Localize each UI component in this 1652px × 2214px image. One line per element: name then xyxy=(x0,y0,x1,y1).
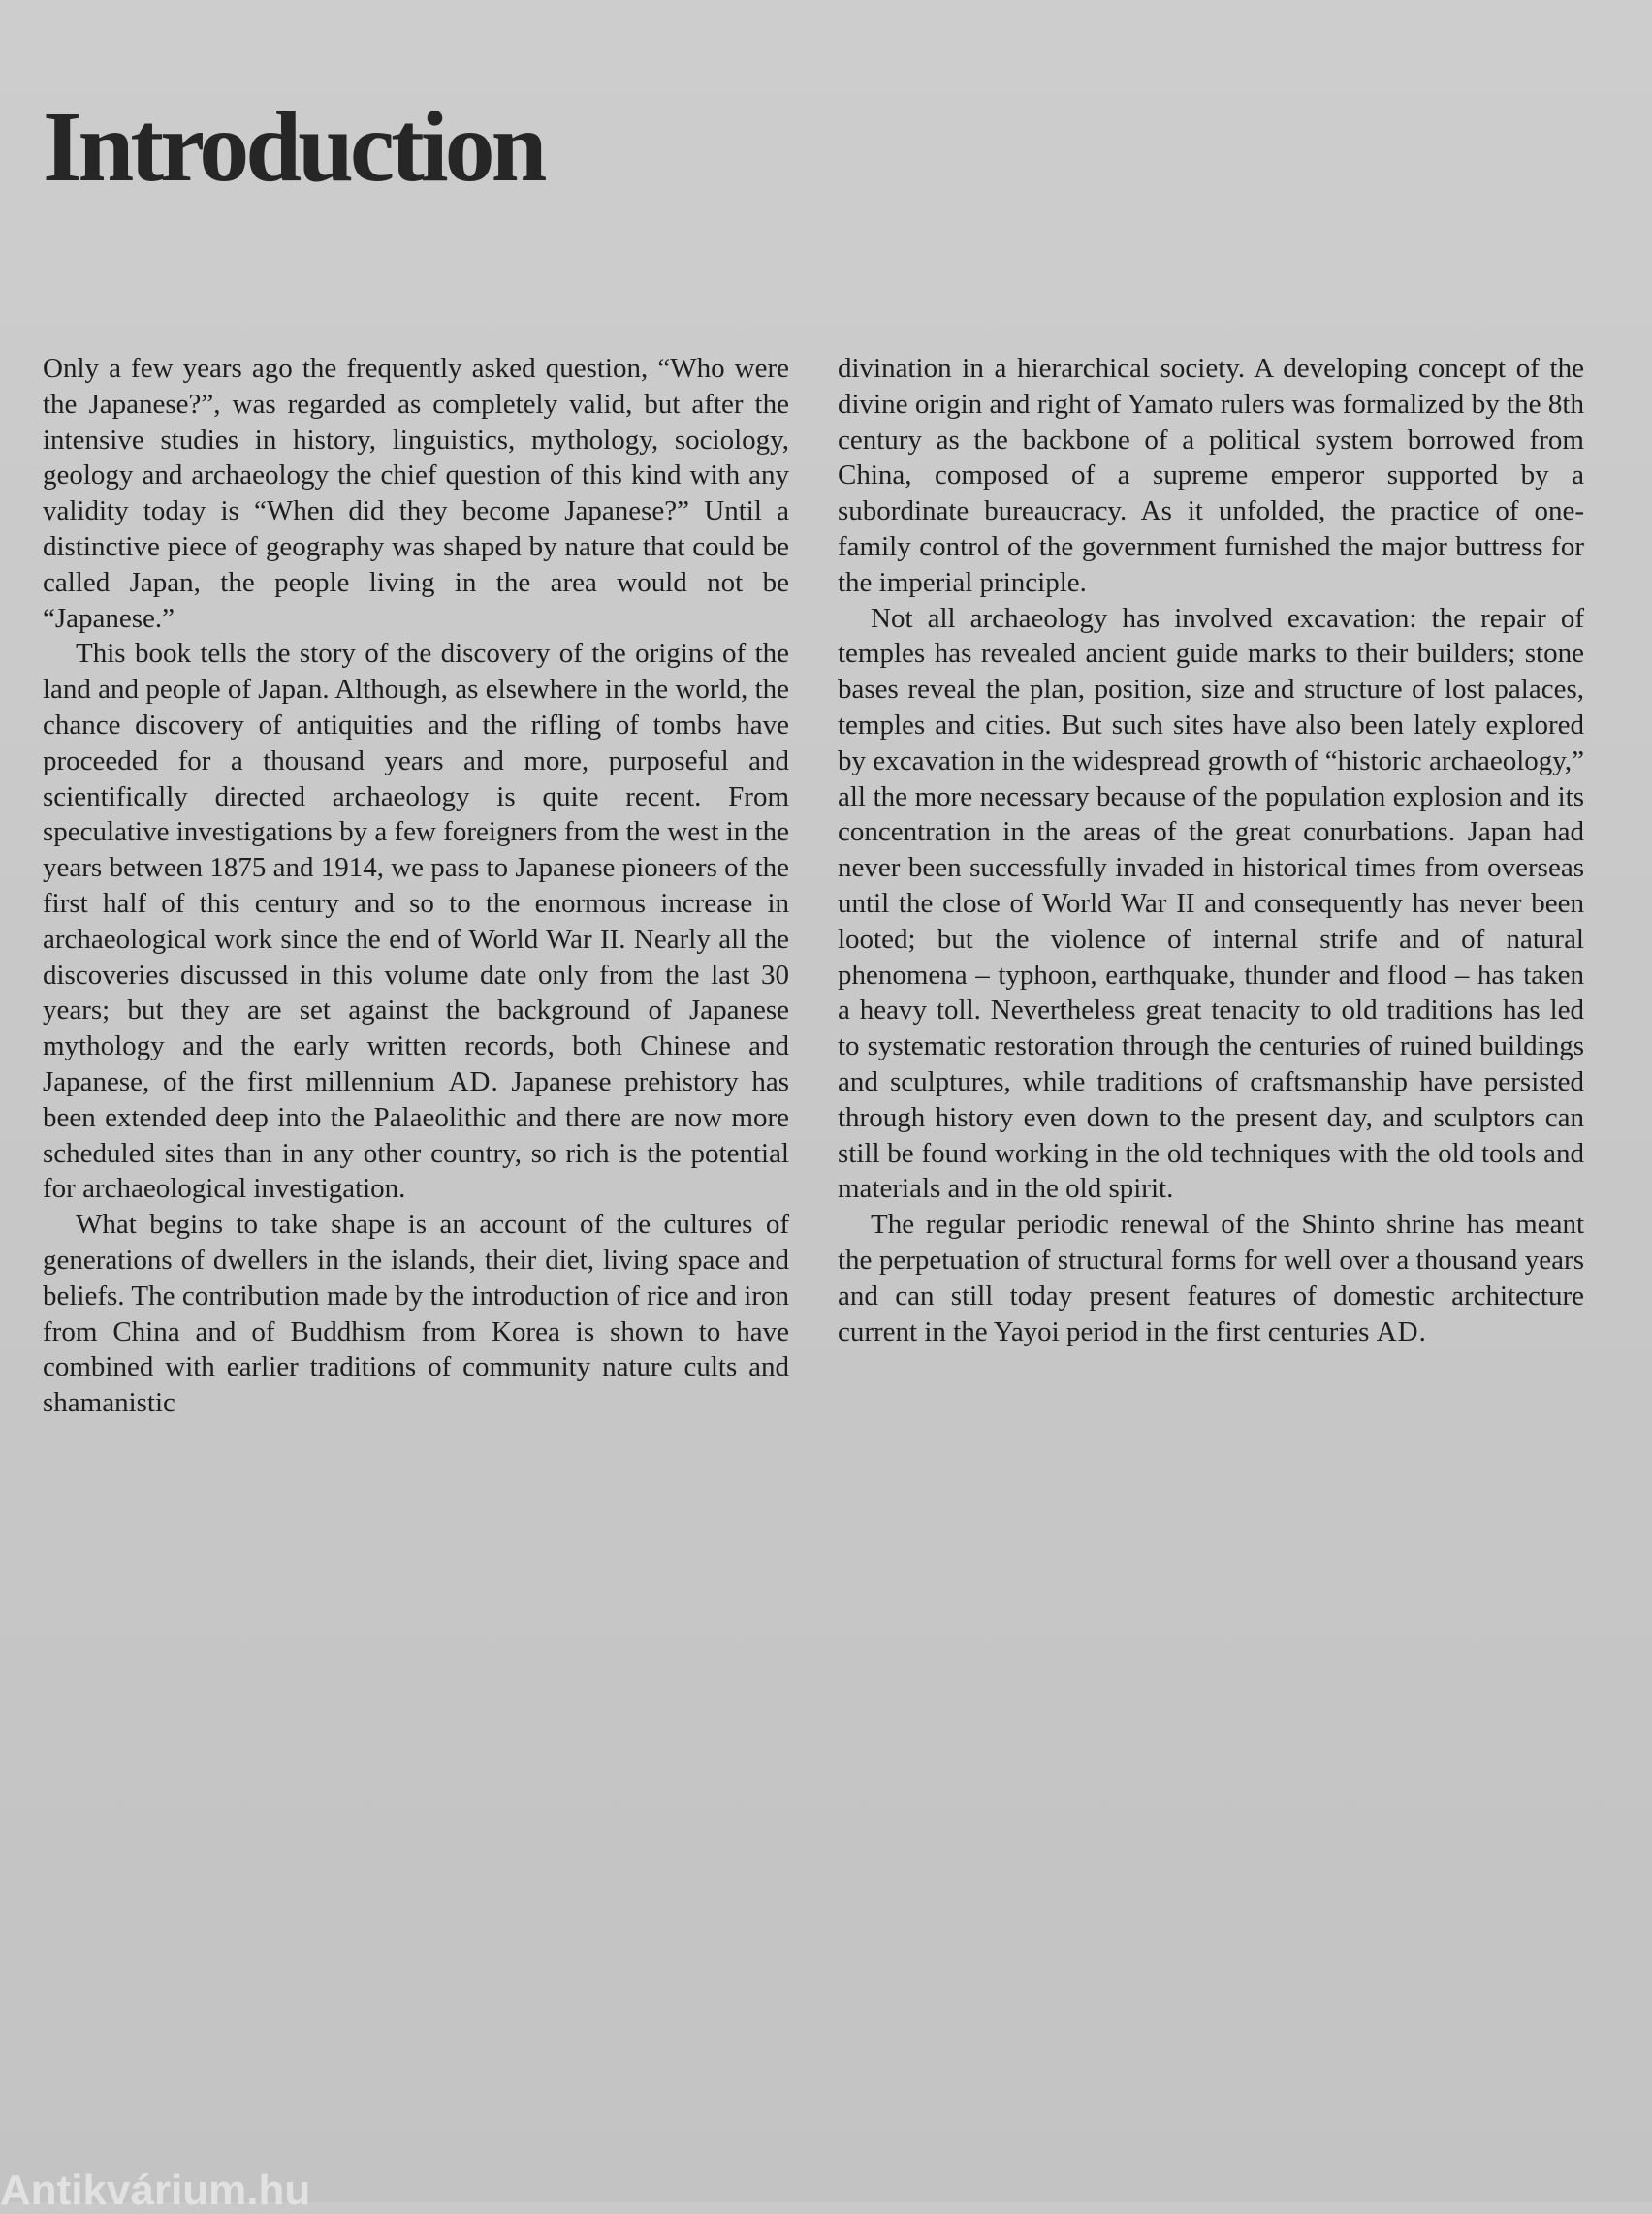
paragraph-4: divination in a hierarchical society. A developing concept of the divine origin and right of Yamato rulers was formalized by the 8th century as the backbone of a political system borrowed from China, composed of a supreme emperor supported by a subordinate bureaucracy. As it unfolded, the practice of one-family control of the government furnished the major buttress for the imperial principle. xyxy=(838,353,1584,598)
paragraph-2 xyxy=(43,636,789,1207)
era-abbreviation: AD xyxy=(448,1065,492,1097)
right-column xyxy=(838,351,1584,1349)
paragraph-6-text-b: . xyxy=(1418,1315,1426,1347)
era-abbreviation: AD xyxy=(1376,1315,1419,1347)
paragraph-6-text-a: The regular periodic renewal of the Shinto shrine has meant the perpetuation of structural forms for well over a thousand years and can still today present features of domestic architecture current in the Yayoi period in the first centuries xyxy=(838,1209,1584,1347)
paragraph-2-text-b: . Japanese prehistory has been extended deep into the Palaeolithic and there are now more scheduled sites than in any other country, so rich is the potential for archaeological investigation. xyxy=(43,1065,789,1205)
paragraph-2-text-a: This book tells the story of the discovery of the origins of the land and people of Japan. Although, as elsewhere in the world, the chance discovery of antiquities and the rifling of tombs have proceeded for a thousand years and more, purposeful and scientifically directed archaeology is quite recent. From speculative investigations by a few foreigners from the west in the years between 1875 and 1914, we pass to Japanese pioneers of the first half of this century and so to the enormous increase in archaeological work since the end of World War II. Nearly all the discoveries discussed in this volume date only from the last 30 years; but they are set against the background of Japanese mythology and the early written records, both Chinese and Japanese, of the first millennium xyxy=(43,638,789,1097)
watermark: Antikvárium.hu xyxy=(0,2167,311,2214)
paragraph-3: What begins to take shape is an account of the cultures of generations of dwellers in the islands, their diet, living space and beliefs. The contribution made by the introduction of rice and iron from China and of Buddhism from Korea is shown to have combined with earlier traditions of community nature cults and shamanistic xyxy=(43,1209,789,1419)
paragraph-6 xyxy=(838,1207,1584,1349)
left-column xyxy=(43,351,789,1421)
paragraph-1: Only a few years ago the frequently asked question, “Who were the Japanese?”, was regarded as completely valid, but after the intensive studies in history, linguistics, mythology, sociology, geology and archaeology the chief question of this kind with any validity today is “When did they become Japanese?” Until a distinctive piece of geography was shaped by nature that could be called Japan, the people living in the area would not be “Japanese.” xyxy=(43,353,789,634)
page-title: Introduction xyxy=(43,91,544,203)
paragraph-5: Not all archaeology has involved excavation: the repair of temples has revealed ancient guide marks to their builders; stone bases reveal the plan, position, size and structure of lost palaces, temples and cities. But such sites have also been lately explored by excavation in the widespread growth of “historic archaeology,” all the more necessary because of the population explosion and its concentration in the areas of the great conurbations. Japan had never been successfully invaded in historical times from overseas until the close of World War II and consequently has never been looted; but the violence of internal strife and of natural phenomena – typhoon, earthquake, thunder and flood – has taken a heavy toll. Nevertheless great tenacity to old traditions has led to systematic restoration through the centuries of ruined buildings and sculptures, while traditions of craftsmanship have persisted through history even down to the present day, and sculptors can still be found working in the old techniques with the old tools and materials and in the old spirit. xyxy=(838,602,1584,1205)
